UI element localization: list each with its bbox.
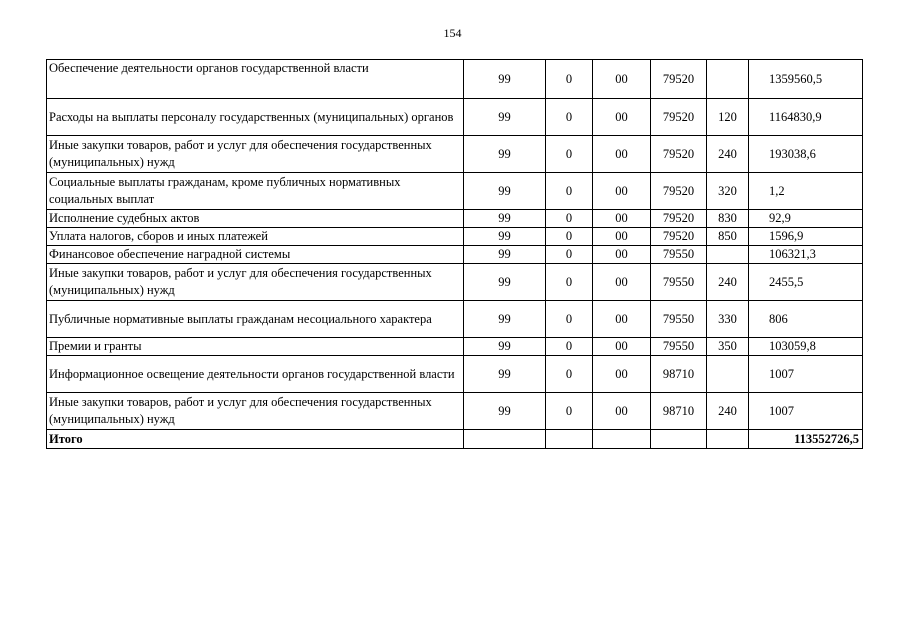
total-empty-cell bbox=[593, 430, 651, 449]
total-empty-cell bbox=[546, 430, 593, 449]
row-code-4: 79520 bbox=[651, 136, 707, 173]
row-name: Социальные выплаты гражданам, кроме публичных нормативных социальных выплат bbox=[47, 173, 464, 210]
row-code-1: 99 bbox=[464, 136, 546, 173]
row-code-5: 240 bbox=[707, 393, 749, 430]
row-code-1: 99 bbox=[464, 228, 546, 246]
row-code-5 bbox=[707, 356, 749, 393]
row-amount: 1007 bbox=[749, 393, 863, 430]
row-name: Расходы на выплаты персоналу государственных (муниципальных) органов bbox=[47, 99, 464, 136]
page-number: 154 bbox=[443, 26, 462, 40]
table-row bbox=[47, 246, 863, 264]
budget-table bbox=[46, 59, 863, 449]
total-row bbox=[47, 430, 863, 449]
total-empty-cell bbox=[464, 430, 546, 449]
row-code-4: 79550 bbox=[651, 338, 707, 356]
row-code-4: 79550 bbox=[651, 264, 707, 301]
row-name: Исполнение судебных актов bbox=[47, 210, 464, 228]
total-empty-cell bbox=[707, 430, 749, 449]
row-code-3: 00 bbox=[593, 264, 651, 301]
row-name: Иные закупки товаров, работ и услуг для обеспечения государственных (муниципальных) нужд bbox=[47, 393, 464, 430]
row-code-5: 320 bbox=[707, 173, 749, 210]
row-code-1: 99 bbox=[464, 99, 546, 136]
row-code-3: 00 bbox=[593, 173, 651, 210]
row-code-3: 00 bbox=[593, 301, 651, 338]
row-code-1: 99 bbox=[464, 264, 546, 301]
table-row bbox=[47, 393, 863, 430]
row-name: Уплата налогов, сборов и иных платежей bbox=[47, 228, 464, 246]
table-row bbox=[47, 301, 863, 338]
row-code-1: 99 bbox=[464, 393, 546, 430]
row-code-1: 99 bbox=[464, 356, 546, 393]
row-amount: 806 bbox=[749, 301, 863, 338]
row-code-3: 00 bbox=[593, 338, 651, 356]
row-amount: 193038,6 bbox=[749, 136, 863, 173]
row-code-2: 0 bbox=[546, 301, 593, 338]
row-code-3: 00 bbox=[593, 99, 651, 136]
row-code-5: 240 bbox=[707, 136, 749, 173]
row-code-5: 830 bbox=[707, 210, 749, 228]
row-code-2: 0 bbox=[546, 338, 593, 356]
row-code-3: 00 bbox=[593, 393, 651, 430]
row-name: Публичные нормативные выплаты гражданам несоциального характера bbox=[47, 301, 464, 338]
table-row bbox=[47, 228, 863, 246]
row-code-5: 120 bbox=[707, 99, 749, 136]
row-code-4: 98710 bbox=[651, 356, 707, 393]
table-row bbox=[47, 60, 863, 99]
row-code-2: 0 bbox=[546, 228, 593, 246]
row-code-3: 00 bbox=[593, 136, 651, 173]
row-code-2: 0 bbox=[546, 356, 593, 393]
table-row bbox=[47, 210, 863, 228]
row-amount: 103059,8 bbox=[749, 338, 863, 356]
table-row bbox=[47, 356, 863, 393]
row-code-1: 99 bbox=[464, 246, 546, 264]
row-code-5 bbox=[707, 246, 749, 264]
row-code-2: 0 bbox=[546, 246, 593, 264]
row-code-2: 0 bbox=[546, 393, 593, 430]
total-amount: 113552726,5 bbox=[749, 430, 863, 449]
row-code-4: 79550 bbox=[651, 246, 707, 264]
row-code-5: 330 bbox=[707, 301, 749, 338]
row-code-2: 0 bbox=[546, 99, 593, 136]
total-label: Итого bbox=[47, 430, 464, 449]
row-amount: 1596,9 bbox=[749, 228, 863, 246]
row-code-4: 98710 bbox=[651, 393, 707, 430]
row-code-4: 79520 bbox=[651, 99, 707, 136]
table-row bbox=[47, 264, 863, 301]
row-name: Финансовое обеспечение наградной системы bbox=[47, 246, 464, 264]
row-code-2: 0 bbox=[546, 264, 593, 301]
row-amount: 1,2 bbox=[749, 173, 863, 210]
row-code-4: 79520 bbox=[651, 210, 707, 228]
row-code-4: 79550 bbox=[651, 301, 707, 338]
table-row bbox=[47, 99, 863, 136]
table-row bbox=[47, 136, 863, 173]
row-name: Информационное освещение деятельности органов государственной власти bbox=[47, 356, 464, 393]
row-code-4: 79520 bbox=[651, 60, 707, 99]
row-amount: 92,9 bbox=[749, 210, 863, 228]
row-name: Иные закупки товаров, работ и услуг для обеспечения государственных (муниципальных) нужд bbox=[47, 136, 464, 173]
row-code-3: 00 bbox=[593, 228, 651, 246]
row-code-2: 0 bbox=[546, 136, 593, 173]
row-code-4: 79520 bbox=[651, 173, 707, 210]
row-code-5: 240 bbox=[707, 264, 749, 301]
row-code-3: 00 bbox=[593, 356, 651, 393]
row-amount: 1359560,5 bbox=[749, 60, 863, 99]
row-name: Премии и гранты bbox=[47, 338, 464, 356]
total-empty-cell bbox=[651, 430, 707, 449]
row-code-5 bbox=[707, 60, 749, 99]
row-amount: 1007 bbox=[749, 356, 863, 393]
row-amount: 106321,3 bbox=[749, 246, 863, 264]
row-code-2: 0 bbox=[546, 60, 593, 99]
row-code-1: 99 bbox=[464, 173, 546, 210]
row-amount: 2455,5 bbox=[749, 264, 863, 301]
row-code-5: 350 bbox=[707, 338, 749, 356]
row-code-3: 00 bbox=[593, 210, 651, 228]
table-row bbox=[47, 173, 863, 210]
row-code-2: 0 bbox=[546, 210, 593, 228]
row-code-1: 99 bbox=[464, 60, 546, 99]
row-name: Обеспечение деятельности органов государственной власти bbox=[47, 60, 464, 99]
row-code-3: 00 bbox=[593, 60, 651, 99]
row-name: Иные закупки товаров, работ и услуг для обеспечения государственных (муниципальных) нужд bbox=[47, 264, 464, 301]
row-code-2: 0 bbox=[546, 173, 593, 210]
row-code-5: 850 bbox=[707, 228, 749, 246]
table-row bbox=[47, 338, 863, 356]
row-code-3: 00 bbox=[593, 246, 651, 264]
row-code-4: 79520 bbox=[651, 228, 707, 246]
row-code-1: 99 bbox=[464, 338, 546, 356]
row-amount: 1164830,9 bbox=[749, 99, 863, 136]
row-code-1: 99 bbox=[464, 210, 546, 228]
row-code-1: 99 bbox=[464, 301, 546, 338]
